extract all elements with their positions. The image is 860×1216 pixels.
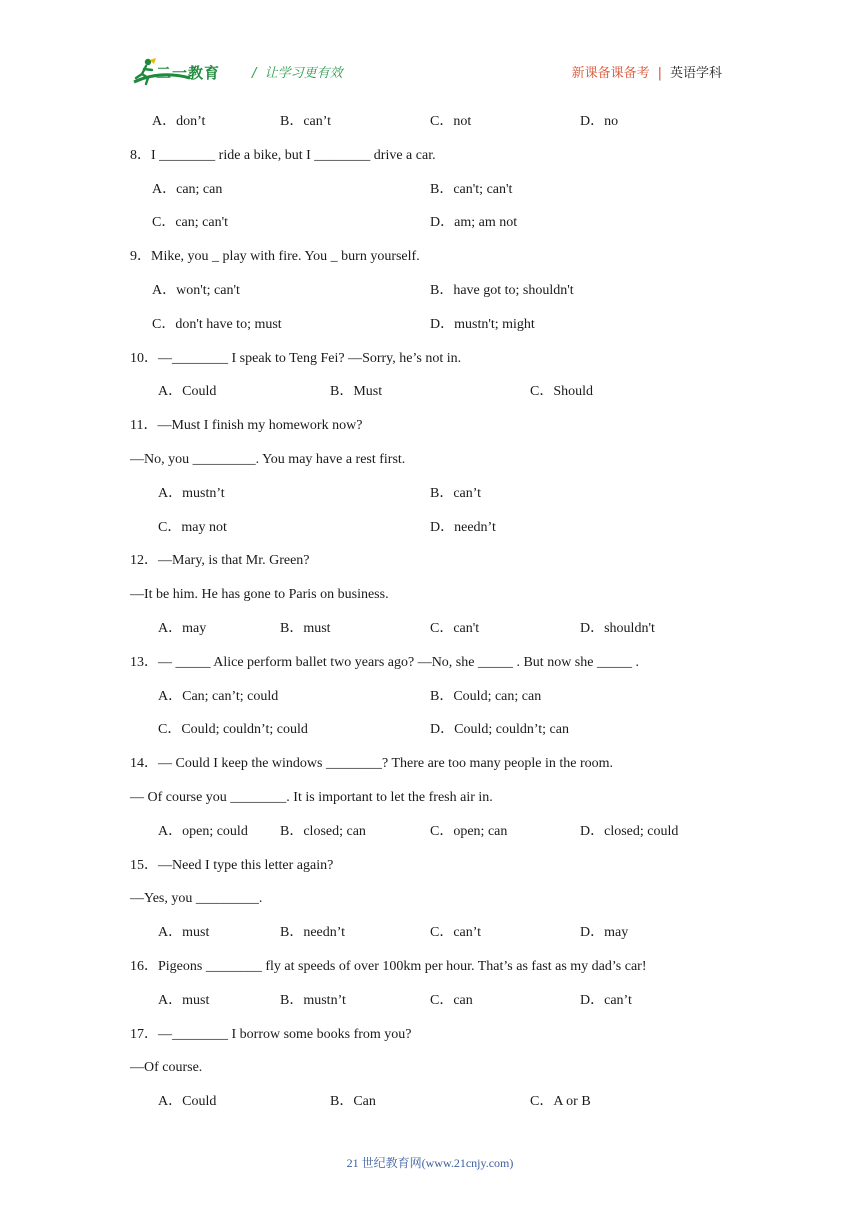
- option-a[interactable]: C．don't have to; must: [152, 316, 282, 332]
- header-tag: 新课备课备考: [571, 66, 650, 81]
- option-c[interactable]: C．Should: [530, 384, 594, 400]
- question-text: —No, you _________. You may have a rest first.: [130, 451, 406, 467]
- option-b[interactable]: B．can’t: [430, 485, 482, 501]
- option-b[interactable]: B．must: [280, 620, 331, 636]
- option-a[interactable]: A．mustn’t: [158, 485, 225, 501]
- question-text: 9．Mike, you _ play with fire. You _ burn yourself.: [130, 249, 420, 265]
- option-c[interactable]: C．open; can: [430, 823, 508, 839]
- question-line: [130, 245, 730, 279]
- option-a[interactable]: A．can; can: [152, 181, 223, 197]
- option-b[interactable]: B．Must: [330, 384, 383, 400]
- header-subject: 英语学科: [669, 66, 722, 81]
- option-a[interactable]: A．won't; can't: [152, 282, 240, 298]
- question-text: 12．—Mary, is that Mr. Green?: [130, 553, 310, 569]
- option-b[interactable]: D．mustn't; might: [430, 316, 535, 332]
- option-b[interactable]: D．needn’t: [430, 519, 496, 535]
- options-row: [130, 516, 730, 550]
- page-footer: 21 世纪教育网(www.21cnjy.com): [346, 1156, 514, 1170]
- option-b[interactable]: B．needn’t: [280, 925, 346, 941]
- option-d[interactable]: D．closed; could: [580, 823, 679, 839]
- options-row: [130, 718, 730, 752]
- option-a[interactable]: A．must: [158, 992, 210, 1008]
- answer-line: [130, 583, 730, 617]
- question-text: 14．— Could I keep the windows ________? There are too many people in the room.: [130, 756, 614, 772]
- option-b[interactable]: D．am; am not: [430, 215, 518, 231]
- options-row: [130, 989, 730, 1023]
- option-c[interactable]: C．can’t: [430, 925, 482, 941]
- options-row: [130, 279, 730, 313]
- answer-line: [130, 786, 730, 820]
- question-line: [130, 752, 730, 786]
- option-a[interactable]: A．must: [158, 925, 210, 941]
- option-b[interactable]: B．have got to; shouldn't: [430, 282, 574, 298]
- options-row: [130, 211, 730, 245]
- options-row: [130, 482, 730, 516]
- question-text: 8．I ________ ride a bike, but I ________ drive a car.: [130, 147, 436, 163]
- option-b[interactable]: B．Can: [330, 1094, 376, 1110]
- question-text: 11．—Must I finish my homework now?: [130, 418, 363, 434]
- question-list: [130, 110, 730, 1124]
- question-line: [130, 347, 730, 381]
- question-line: [130, 955, 730, 989]
- options-row: [130, 380, 730, 414]
- options-row: [130, 820, 730, 854]
- header-slogan: / 让学习更有效: [252, 66, 343, 81]
- question-line: [130, 651, 730, 685]
- option-c[interactable]: C．can't: [430, 620, 480, 636]
- question-text: 17．—________ I borrow some books from you?: [130, 1026, 412, 1042]
- option-a[interactable]: C．may not: [158, 519, 227, 535]
- question-text: 13．— _____ Alice perform ballet two years ago? —No, she _____ . But now she _____ .: [130, 654, 639, 670]
- options-row: [130, 110, 730, 144]
- option-d[interactable]: D．no: [580, 114, 619, 129]
- option-b[interactable]: B．can’t: [280, 114, 332, 129]
- question-line: [130, 549, 730, 583]
- option-c[interactable]: C．can: [430, 992, 473, 1008]
- question-text: 15．—Need I type this letter again?: [130, 857, 334, 873]
- options-row: [130, 313, 730, 347]
- option-a[interactable]: A．Could: [158, 384, 217, 400]
- page-header: [130, 52, 730, 92]
- question-text: 10．—________ I speak to Teng Fei? —Sorry, he’s not in.: [130, 350, 462, 366]
- question-line: [130, 854, 730, 888]
- option-a[interactable]: A．open; could: [158, 823, 248, 839]
- header-separator: |: [657, 66, 662, 81]
- question-text: 16．Pigeons ________ fly at speeds of over 100km per hour. That’s as fast as my dad’s car!: [130, 958, 647, 974]
- question-line: [130, 144, 730, 178]
- option-d[interactable]: D．can’t: [580, 992, 632, 1008]
- option-a[interactable]: A．Could: [158, 1094, 217, 1110]
- option-d[interactable]: D．shouldn't: [580, 620, 655, 636]
- question-text: —Of course.: [130, 1060, 203, 1076]
- options-row: [130, 617, 730, 651]
- options-row: [130, 685, 730, 719]
- question-line: [130, 414, 730, 448]
- option-a[interactable]: A．don’t: [152, 114, 206, 129]
- option-c[interactable]: C．A or B: [530, 1094, 591, 1110]
- options-row: [130, 178, 730, 212]
- option-a[interactable]: C．Could; couldn’t; could: [158, 722, 308, 738]
- answer-line: [130, 887, 730, 921]
- question-text: —Yes, you _________.: [130, 891, 263, 907]
- logo-text: 二一教育: [156, 64, 221, 82]
- option-c[interactable]: C．not: [430, 114, 472, 129]
- question-text: — Of course you ________. It is important to let the fresh air in.: [130, 789, 493, 805]
- option-b[interactable]: D．Could; couldn’t; can: [430, 722, 569, 738]
- options-row: [130, 921, 730, 955]
- option-b[interactable]: B．closed; can: [280, 823, 366, 839]
- answer-line: [130, 448, 730, 482]
- header-right: [572, 62, 722, 81]
- answer-line: [130, 1056, 730, 1090]
- question-line: [130, 1023, 730, 1057]
- question-text: —It be him. He has gone to Paris on business.: [130, 587, 389, 603]
- option-b[interactable]: B．can't; can't: [430, 181, 513, 197]
- options-row: [130, 1090, 730, 1124]
- option-a[interactable]: A．Can; can’t; could: [158, 688, 279, 704]
- option-a[interactable]: C．can; can't: [152, 215, 228, 231]
- option-d[interactable]: D．may: [580, 925, 629, 941]
- option-b[interactable]: B．mustn’t: [280, 992, 346, 1008]
- option-a[interactable]: A．may: [158, 620, 207, 636]
- option-b[interactable]: B．Could; can; can: [430, 688, 542, 704]
